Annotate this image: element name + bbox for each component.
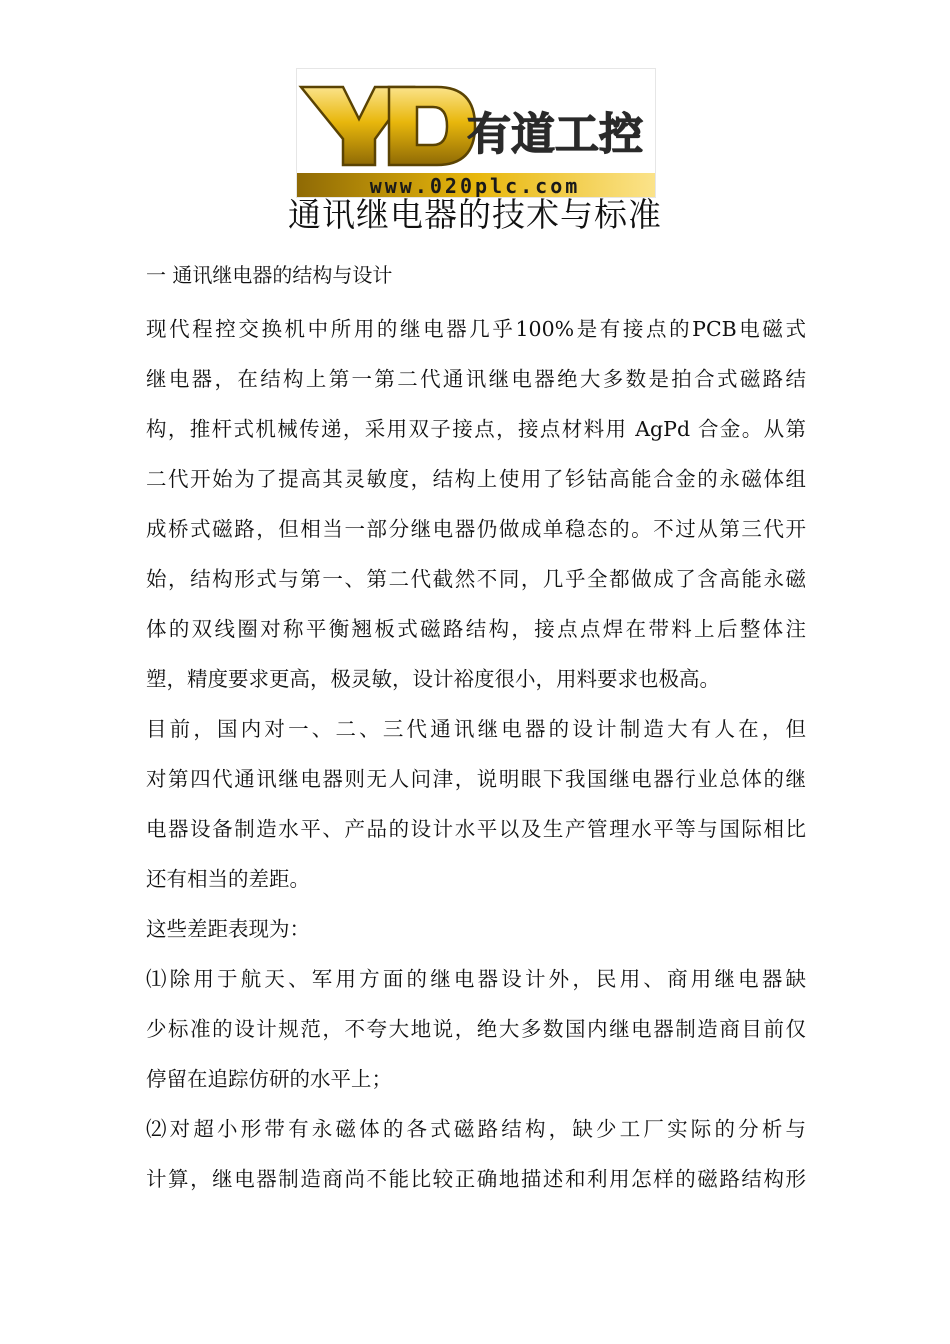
- company-logo: [296, 68, 656, 198]
- body-line: 体的双线圈对称平衡翘板式磁路结构，接点点焊在带料上后整体注: [146, 617, 806, 641]
- document-title: 通讯继电器的技术与标准: [288, 195, 662, 234]
- body-line: 计算，继电器制造商尚不能比较正确地描述和利用怎样的磁路结构形: [146, 1167, 806, 1191]
- body-line: 构，推杆式机械传递，采用双子接点，接点材料用 AgPd 合金。从第: [146, 417, 806, 441]
- body-line: 还有相当的差距。: [146, 867, 310, 891]
- body-line: 目前，国内对一、二、三代通讯继电器的设计制造大有人在，但: [146, 717, 806, 741]
- body-line: 少标准的设计规范，不夸大地说，绝大多数国内继电器制造商目前仅: [146, 1017, 806, 1041]
- body-line: 始，结构形式与第一、第二代截然不同，几乎全都做成了含高能永磁: [146, 567, 806, 591]
- logo-company-name: 有道工控: [467, 109, 643, 160]
- body-line: 现代程控交换机中所用的继电器几乎100%是有接点的PCB电磁式: [146, 317, 806, 341]
- body-line: 对第四代通讯继电器则无人问津，说明眼下我国继电器行业总体的继: [146, 767, 806, 791]
- body-line: 塑，精度要求更高，极灵敏，设计裕度很小，用料要求也极高。: [146, 667, 720, 691]
- body-line: 停留在追踪仿研的水平上；: [146, 1067, 392, 1091]
- body-line: 继电器，在结构上第一第二代通讯继电器绝大多数是拍合式磁路结: [146, 367, 806, 391]
- body-line: ⑵对超小形带有永磁体的各式磁路结构，缺少工厂实际的分析与: [146, 1117, 806, 1141]
- logo-url: www.020plc.com: [369, 174, 581, 197]
- section-heading: 一 通讯继电器的结构与设计: [146, 263, 393, 287]
- body-line: 这些差距表现为：: [146, 917, 310, 941]
- body-line: 成桥式磁路，但相当一部分继电器仍做成单稳态的。不过从第三代开: [146, 517, 806, 541]
- logo-graphic: [297, 69, 655, 197]
- body-line: 电器设备制造水平、产品的设计水平以及生产管理水平等与国际相比: [146, 817, 806, 841]
- body-line: 二代开始为了提高其灵敏度，结构上使用了钐钴高能合金的永磁体组: [146, 467, 806, 491]
- body-line: ⑴除用于航天、军用方面的继电器设计外，民用、商用继电器缺: [146, 967, 806, 991]
